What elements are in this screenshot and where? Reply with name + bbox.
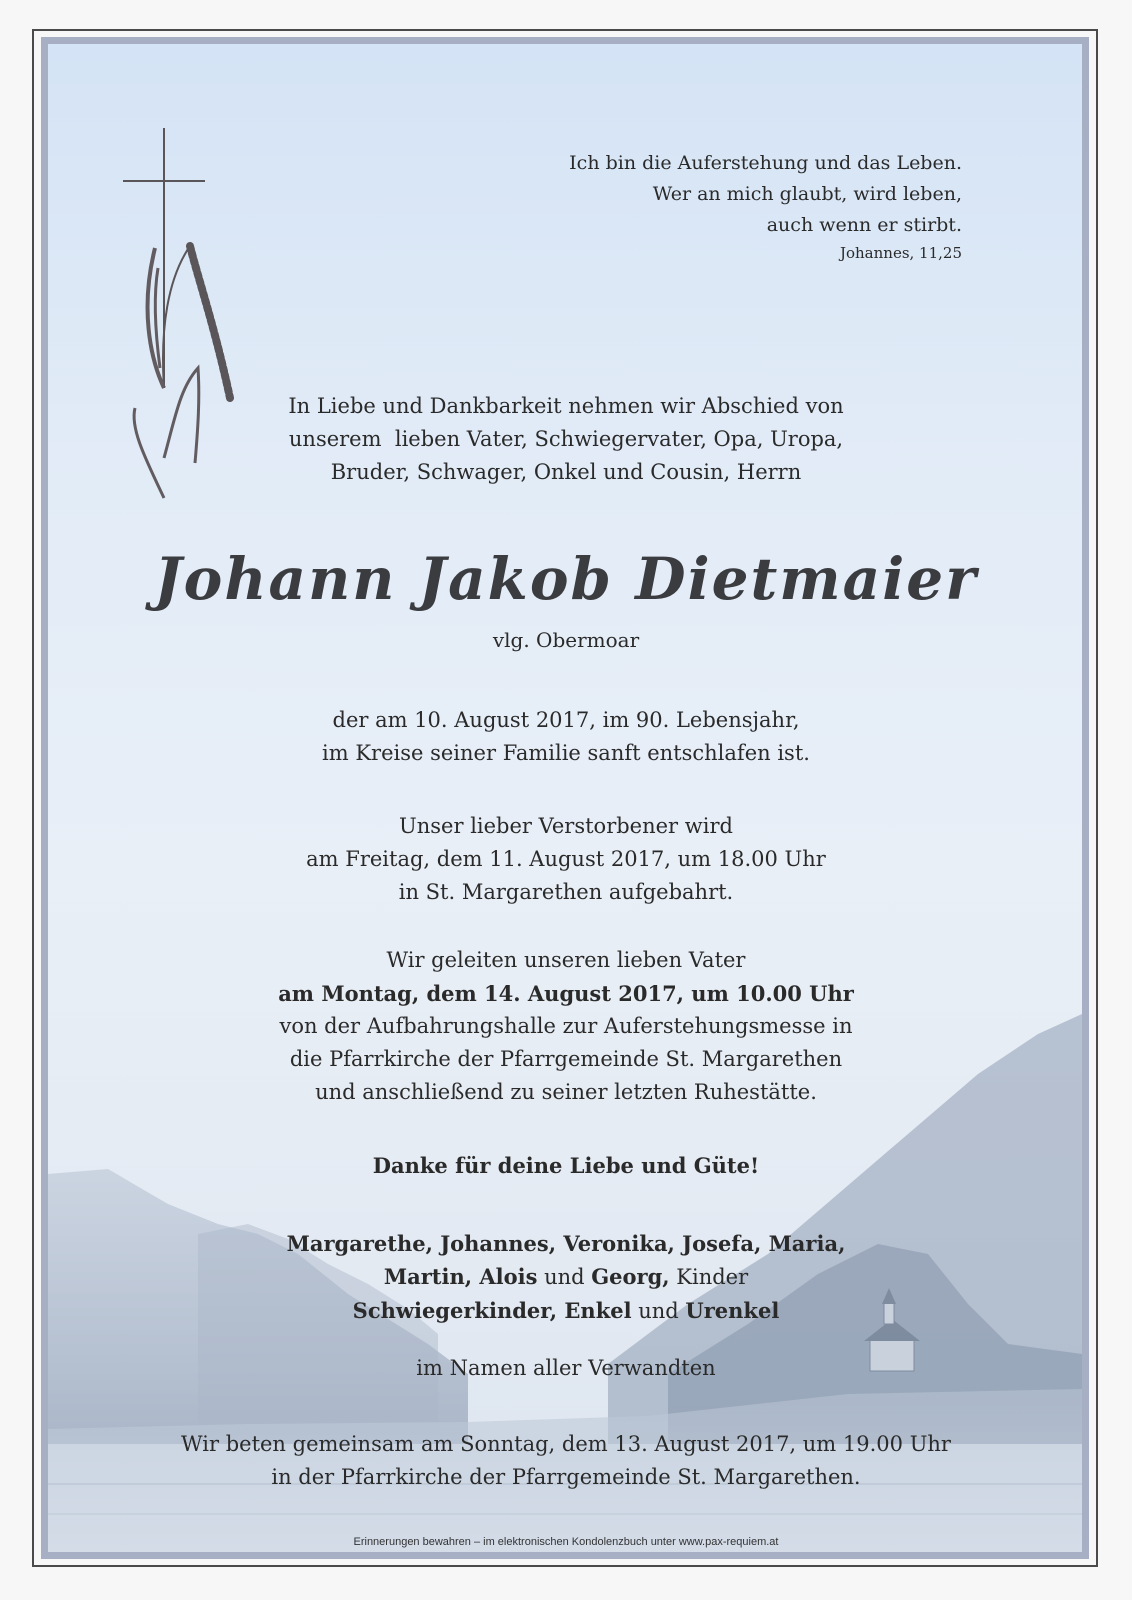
viewing-line-3: in St. Margarethen aufgebahrt. — [398, 880, 734, 904]
family-inlaws-grandchildren: Schwiegerkinder, Enkel — [352, 1298, 632, 1323]
thanks-text: Danke für deine Liebe und Güte! — [372, 1153, 760, 1178]
deceased-name: Johann Jakob Dietmaier — [154, 545, 978, 613]
viewing-notice — [0, 810, 1132, 909]
family-line-3 — [0, 1294, 1132, 1328]
quote-line-2: Wer an mich glaubt, wird leben, — [652, 183, 962, 205]
funeral-datetime: am Montag, dem 14. August 2017, um 10.00 Uhr — [278, 981, 854, 1006]
intro-line-2: unserem lieben Vater, Schwiegervater, Opa, Uropa, — [288, 427, 844, 451]
intro-line-1: In Liebe und Dankbarkeit nehmen wir Abschied von — [288, 394, 844, 418]
prayer-notice — [0, 1428, 1132, 1494]
death-line-2: im Kreise seiner Familie sanft entschlafen ist. — [322, 741, 810, 765]
relatives-text: im Namen aller Verwandten — [416, 1356, 716, 1380]
funeral-line-3: von der Aufbahrungshalle zur Auferstehungsmesse in — [279, 1014, 853, 1038]
prayer-line-1: Wir beten gemeinsam am Sonntag, dem 13. August 2017, um 19.00 Uhr — [181, 1432, 951, 1456]
family-children-a: Martin, Alois — [383, 1264, 538, 1289]
intro-line-3: Bruder, Schwager, Onkel und Cousin, Herrn — [330, 460, 802, 484]
death-line-1: der am 10. August 2017, im 90. Lebensjahr, — [332, 708, 800, 732]
funeral-line-5: und anschließend zu seiner letzten Ruhestätte. — [315, 1080, 817, 1104]
family-signature — [0, 1227, 1132, 1328]
deceased-nickname: vlg. Obermoar — [492, 628, 640, 652]
funeral-line-4: die Pfarrkirche der Pfarrgemeinde St. Margarethen — [289, 1047, 843, 1071]
family-and-1: und — [537, 1265, 592, 1289]
funeral-notice — [0, 944, 1132, 1109]
quote-reference: Johannes, 11,25 — [839, 244, 962, 262]
intro-text — [0, 390, 1132, 489]
funeral-line-1: Wir geleiten unseren lieben Vater — [386, 948, 746, 972]
quote-line-1: Ich bin die Auferstehung und das Leben. — [569, 152, 962, 174]
death-notice — [0, 704, 1132, 770]
footer-condolence-link: Erinnerungen bewahren – im elektronischen Kondolenzbuch unter www.pax-requiem.at — [353, 1536, 779, 1548]
quote-line-3: auch wenn er stirbt. — [766, 214, 962, 236]
viewing-line-2: am Freitag, dem 11. August 2017, um 18.00 Uhr — [306, 847, 826, 871]
family-line-2 — [0, 1260, 1132, 1294]
family-great-grandchildren: Urenkel — [685, 1298, 780, 1323]
family-line-1: Margarethe, Johannes, Veronika, Josefa, Maria, — [286, 1231, 846, 1256]
family-children-b: Georg, — [591, 1264, 670, 1289]
bible-quote — [569, 148, 962, 265]
family-children-label: Kinder — [669, 1265, 749, 1289]
family-and-2: und — [631, 1299, 686, 1323]
viewing-line-1: Unser lieber Verstorbener wird — [399, 814, 733, 838]
prayer-line-2: in der Pfarrkirche der Pfarrgemeinde St. Margarethen. — [271, 1465, 861, 1489]
